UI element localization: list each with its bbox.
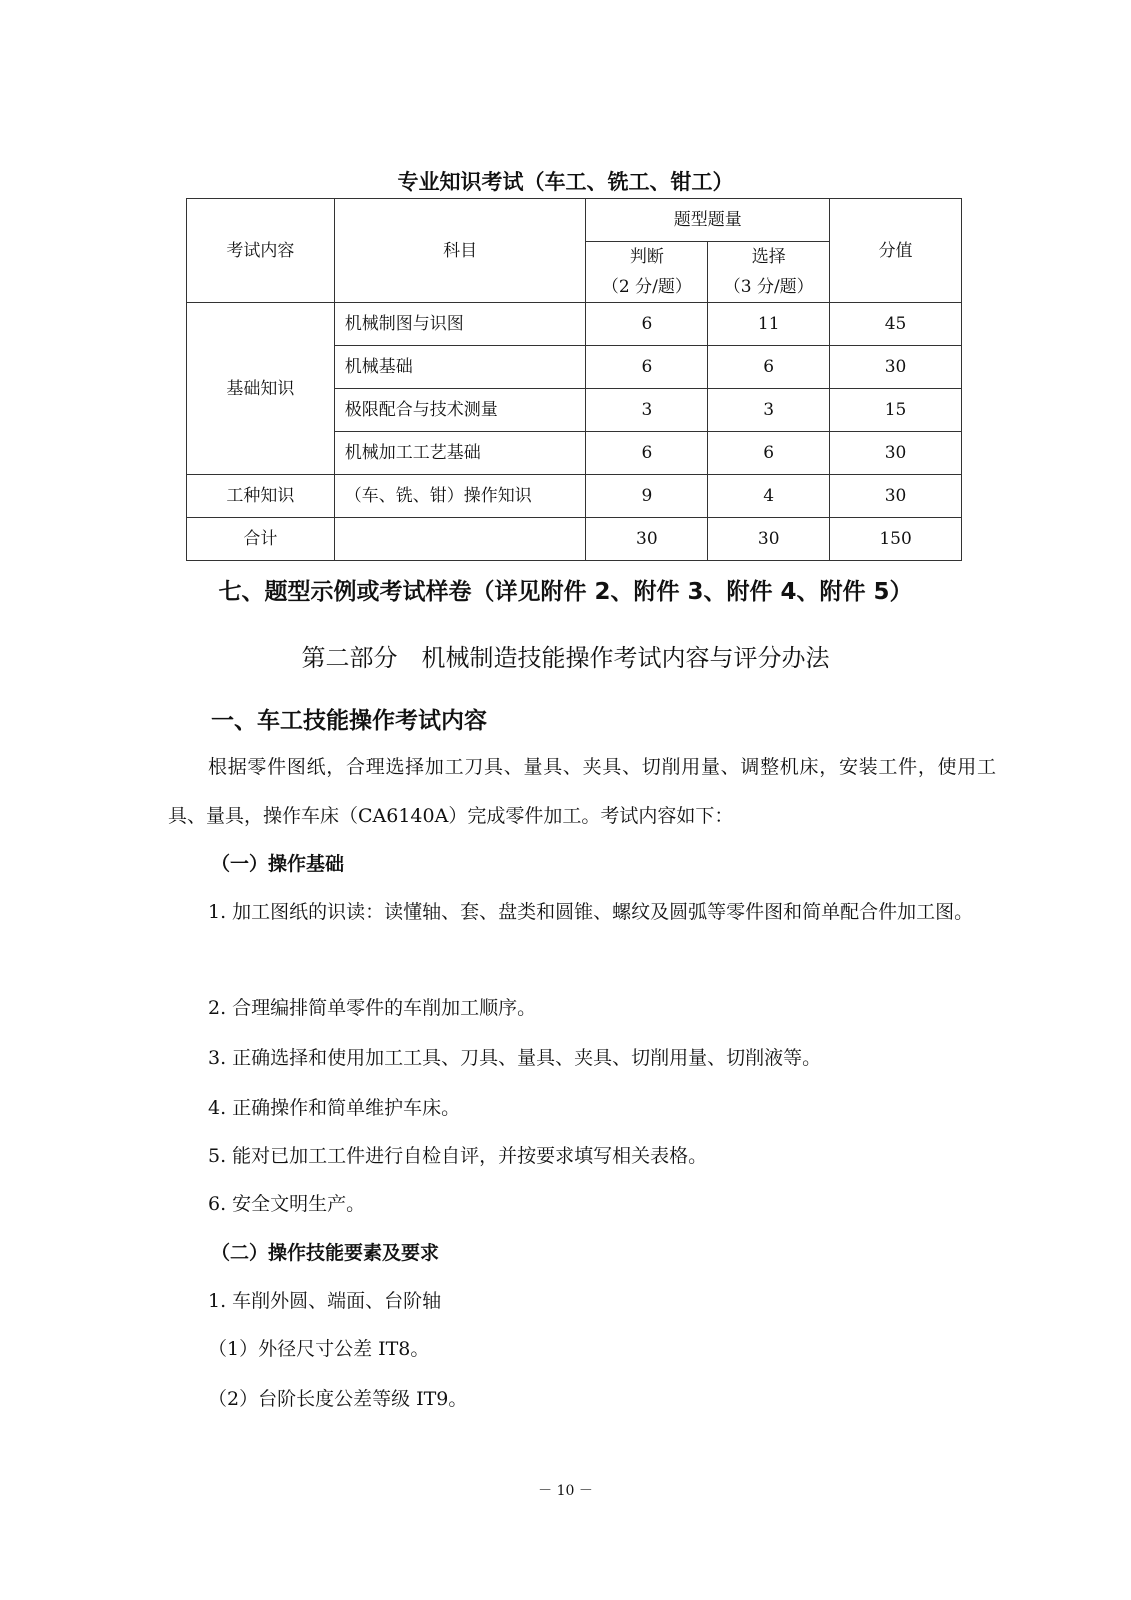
total-choice: 30 (708, 518, 830, 561)
header-content: 考试内容 (187, 199, 335, 303)
list-item: 3. 正确选择和使用加工工具、刀具、量具、夹具、切削用量、切削液等。 (208, 1047, 822, 1069)
cell-judge: 3 (586, 389, 708, 432)
list-item: 6. 安全文明生产。 (208, 1193, 366, 1215)
cell-judge: 9 (586, 475, 708, 518)
part-2-heading: 第二部分 机械制造技能操作考试内容与评分办法 (301, 644, 830, 672)
page-number: － 10 － (538, 1483, 593, 1499)
intro-paragraph: 根据零件图纸，合理选择加工刀具、量具、夹具、切削用量、调整机床，安装工件，使用工具、量具，操作车床（CA6140A）完成零件加工。考试内容如下： (168, 756, 996, 827)
cell-subject: 机械加工工艺基础 (334, 432, 586, 475)
table-caption: 专业知识考试（车工、铣工、钳工） (397, 170, 734, 194)
list-item: 1. 加工图纸的识读：读懂轴、套、盘类和圆锥、螺纹及圆弧等零件图和简单配合件加工图。 (208, 901, 974, 923)
header-choice-label: 选择 (751, 247, 786, 267)
total-subject (334, 518, 586, 561)
group-label-trade: 工种知识 (187, 475, 335, 518)
cell-score: 30 (830, 346, 962, 389)
cell-subject: 极限配合与技术测量 (334, 389, 586, 432)
header-score: 分值 (830, 199, 962, 303)
exam-table (186, 198, 962, 561)
header-subject: 科目 (334, 199, 586, 303)
cell-choice: 11 (708, 303, 830, 346)
list-item: 2. 合理编排简单零件的车削加工顺序。 (208, 997, 537, 1019)
header-judge-label: 判断 (629, 247, 664, 267)
list-item: （2）台阶长度公差等级 IT9。 (208, 1388, 468, 1410)
subheading-basics: （一）操作基础 (211, 853, 345, 875)
list-item: 4. 正确操作和简单维护车床。 (208, 1097, 461, 1119)
total-label: 合计 (187, 518, 335, 561)
header-judge (586, 242, 708, 303)
cell-subject: （车、铣、钳）操作知识 (334, 475, 586, 518)
section-7-heading: 七、题型示例或考试样卷（详见附件 2、附件 3、附件 4、附件 5） (218, 579, 913, 605)
cell-judge: 6 (586, 346, 708, 389)
total-score: 150 (830, 518, 962, 561)
cell-choice: 4 (708, 475, 830, 518)
group-label-basic: 基础知识 (187, 303, 335, 475)
header-choice (708, 242, 830, 303)
header-choice-points: （3 分/题） (723, 277, 814, 297)
cell-choice: 6 (708, 346, 830, 389)
header-judge-points: （2 分/题） (601, 277, 692, 297)
list-item: 5. 能对已加工工件进行自检自评，并按要求填写相关表格。 (208, 1145, 708, 1167)
table-row (187, 303, 962, 346)
list-item: （1）外径尺寸公差 IT8。 (208, 1338, 430, 1360)
table-row-total (187, 518, 962, 561)
cell-choice: 3 (708, 389, 830, 432)
cell-judge: 6 (586, 432, 708, 475)
cell-subject: 机械制图与识图 (334, 303, 586, 346)
cell-score: 15 (830, 389, 962, 432)
cell-choice: 6 (708, 432, 830, 475)
cell-judge: 6 (586, 303, 708, 346)
heading-lathe-skills: 一、车工技能操作考试内容 (211, 708, 487, 734)
table-row (187, 475, 962, 518)
cell-score: 30 (830, 432, 962, 475)
list-item: 1. 车削外圆、端面、台阶轴 (208, 1290, 442, 1312)
header-qtype: 题型题量 (586, 199, 830, 242)
cell-score: 30 (830, 475, 962, 518)
cell-subject: 机械基础 (334, 346, 586, 389)
total-judge: 30 (586, 518, 708, 561)
subheading-skill-elements: （二）操作技能要素及要求 (211, 1242, 440, 1264)
cell-score: 45 (830, 303, 962, 346)
